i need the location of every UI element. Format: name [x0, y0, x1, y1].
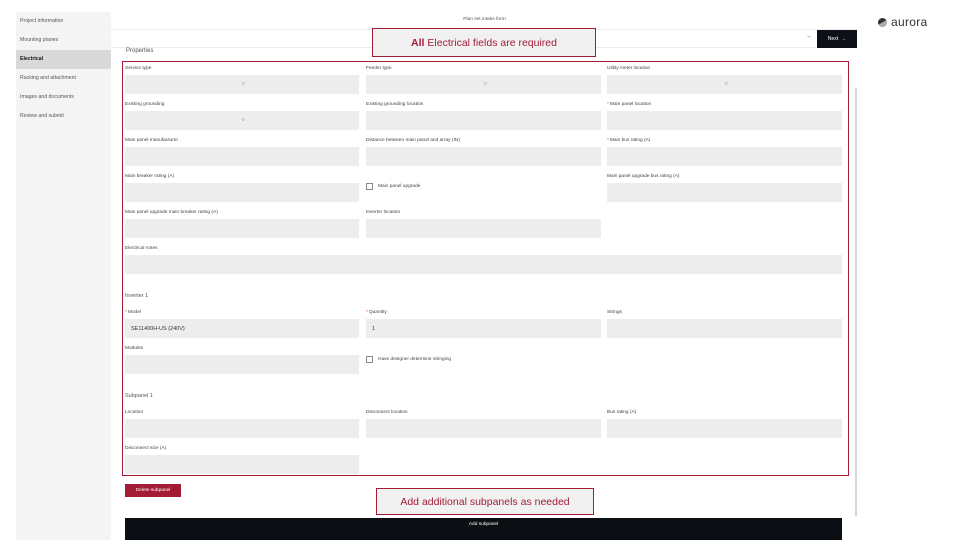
disconnect-location-input[interactable] [366, 419, 601, 438]
feeder-type-select[interactable] [366, 75, 601, 94]
callout-text: Electrical fields are required [427, 36, 557, 49]
service-type-select[interactable] [125, 75, 359, 94]
main-panel-upgrade-bus-rating-input[interactable] [607, 183, 842, 202]
arrow-right-icon: → [841, 36, 847, 42]
main-panel-upgrade-main-breaker-rating-input[interactable] [125, 219, 359, 238]
main-breaker-rating-label: Main breaker rating (A) [125, 174, 175, 179]
callout-emphasis: All [411, 36, 425, 49]
chevron-down-icon: v [241, 81, 245, 87]
required-marker: * [366, 310, 368, 315]
quantity-input[interactable]: 1 [366, 319, 601, 338]
disconnect-location-label: Disconnect location [366, 410, 408, 415]
bus-rating-label: Bus rating (A) [607, 410, 637, 415]
chevron-down-icon: v [483, 81, 487, 87]
inverter-location-input[interactable] [366, 219, 601, 238]
required-marker: * [125, 310, 127, 315]
add-subpanel-button[interactable]: Add subpanel [125, 518, 842, 540]
main-panel-location-label: *Main panel location [607, 102, 652, 107]
model-label: *Model [125, 310, 141, 315]
inverter-1-heading: Inverter 1 [125, 293, 149, 299]
sidebar-item-project-information[interactable]: Project information [20, 18, 64, 24]
existing-grounding-location-label: Existing grounding location [366, 102, 424, 107]
bus-rating-input[interactable] [607, 419, 842, 438]
sidebar-nav [16, 12, 111, 540]
main-breaker-rating-input[interactable] [125, 183, 359, 202]
designer-stringing-checkbox[interactable] [366, 356, 373, 363]
inverter-location-label: Inverter location [366, 210, 401, 215]
strings-label: Strings [607, 310, 622, 315]
distance-main-panel-array-input[interactable] [366, 147, 601, 166]
subpanel-location-input[interactable] [125, 419, 359, 438]
modules-input[interactable] [125, 355, 359, 374]
strings-input[interactable] [607, 319, 842, 338]
main-bus-rating-input[interactable] [607, 147, 842, 166]
disconnect-size-label: Disconnect size (A) [125, 446, 167, 451]
designer-stringing-label: Have designer determine stringing [378, 357, 452, 362]
main-panel-upgrade-label: Main panel upgrade [378, 184, 421, 189]
properties-heading: Properties [126, 48, 154, 54]
sidebar-item-images-and-documents[interactable]: Images and documents [20, 94, 74, 100]
main-bus-rating-label: *Main bus rating (A) [607, 138, 651, 143]
existing-grounding-select[interactable] [125, 111, 359, 130]
service-type-label: Service type [125, 66, 152, 71]
electrical-notes-label: Electrical notes [125, 246, 158, 251]
utility-meter-location-label: Utility meter location [607, 66, 651, 71]
distance-main-panel-array-label: Distance between main panel and array (IN) [366, 138, 460, 143]
main-panel-upgrade-checkbox-row[interactable] [366, 183, 420, 190]
modules-label: Modules [125, 346, 144, 351]
next-button[interactable] [817, 30, 857, 48]
delete-subpanel-button[interactable]: Delete subpanel [125, 484, 181, 497]
logo-text: aurora [891, 15, 928, 29]
page-title: Plan set intake form [463, 17, 506, 22]
sidebar-item-racking-and-attachment[interactable]: Racking and attachment [20, 75, 76, 81]
chevron-down-icon: v [241, 117, 245, 123]
main-panel-upgrade-bus-rating-label: Main panel upgrade bus rating (A) [607, 174, 680, 179]
model-input[interactable]: SE11400H-US (240V) [125, 319, 359, 338]
sidebar-item-mounting-planes[interactable]: Mounting planes [20, 37, 59, 43]
main-panel-location-input[interactable] [607, 111, 842, 130]
main-panel-upgrade-main-breaker-rating-label: Main panel upgrade main breaker rating (A) [125, 210, 218, 215]
existing-grounding-label: Existing grounding [125, 102, 165, 107]
subpanel-1-heading: Subpanel 1 [125, 393, 153, 399]
sidebar-item-electrical[interactable]: Electrical [16, 50, 111, 69]
scrollbar[interactable] [855, 88, 857, 516]
existing-grounding-location-input[interactable] [366, 111, 601, 130]
electrical-notes-input[interactable] [125, 255, 842, 274]
quantity-label: *Quantity [366, 310, 387, 315]
next-label: Next [827, 36, 839, 42]
required-marker: * [607, 138, 609, 143]
add-subpanels-callout [376, 488, 594, 515]
designer-stringing-checkbox-row[interactable] [366, 356, 451, 363]
utility-meter-location-select[interactable] [607, 75, 842, 94]
aurora-logo [878, 15, 928, 29]
back-arrow-icon[interactable]: ← [806, 33, 813, 40]
required-marker: * [607, 102, 609, 107]
main-panel-upgrade-checkbox[interactable] [366, 183, 373, 190]
disconnect-size-input[interactable] [125, 455, 359, 474]
callout-text: Add additional subpanels as needed [400, 495, 570, 508]
aurora-logo-icon [878, 18, 887, 27]
required-fields-callout [372, 28, 596, 57]
sidebar-item-review-and-submit[interactable]: Review and submit [20, 113, 64, 119]
chevron-down-icon: v [724, 81, 728, 87]
main-panel-manufacturer-label: Main panel manufacturer [125, 138, 179, 143]
subpanel-location-label: Location [125, 410, 144, 415]
main-panel-manufacturer-input[interactable] [125, 147, 359, 166]
feeder-type-label: Feeder type [366, 66, 392, 71]
